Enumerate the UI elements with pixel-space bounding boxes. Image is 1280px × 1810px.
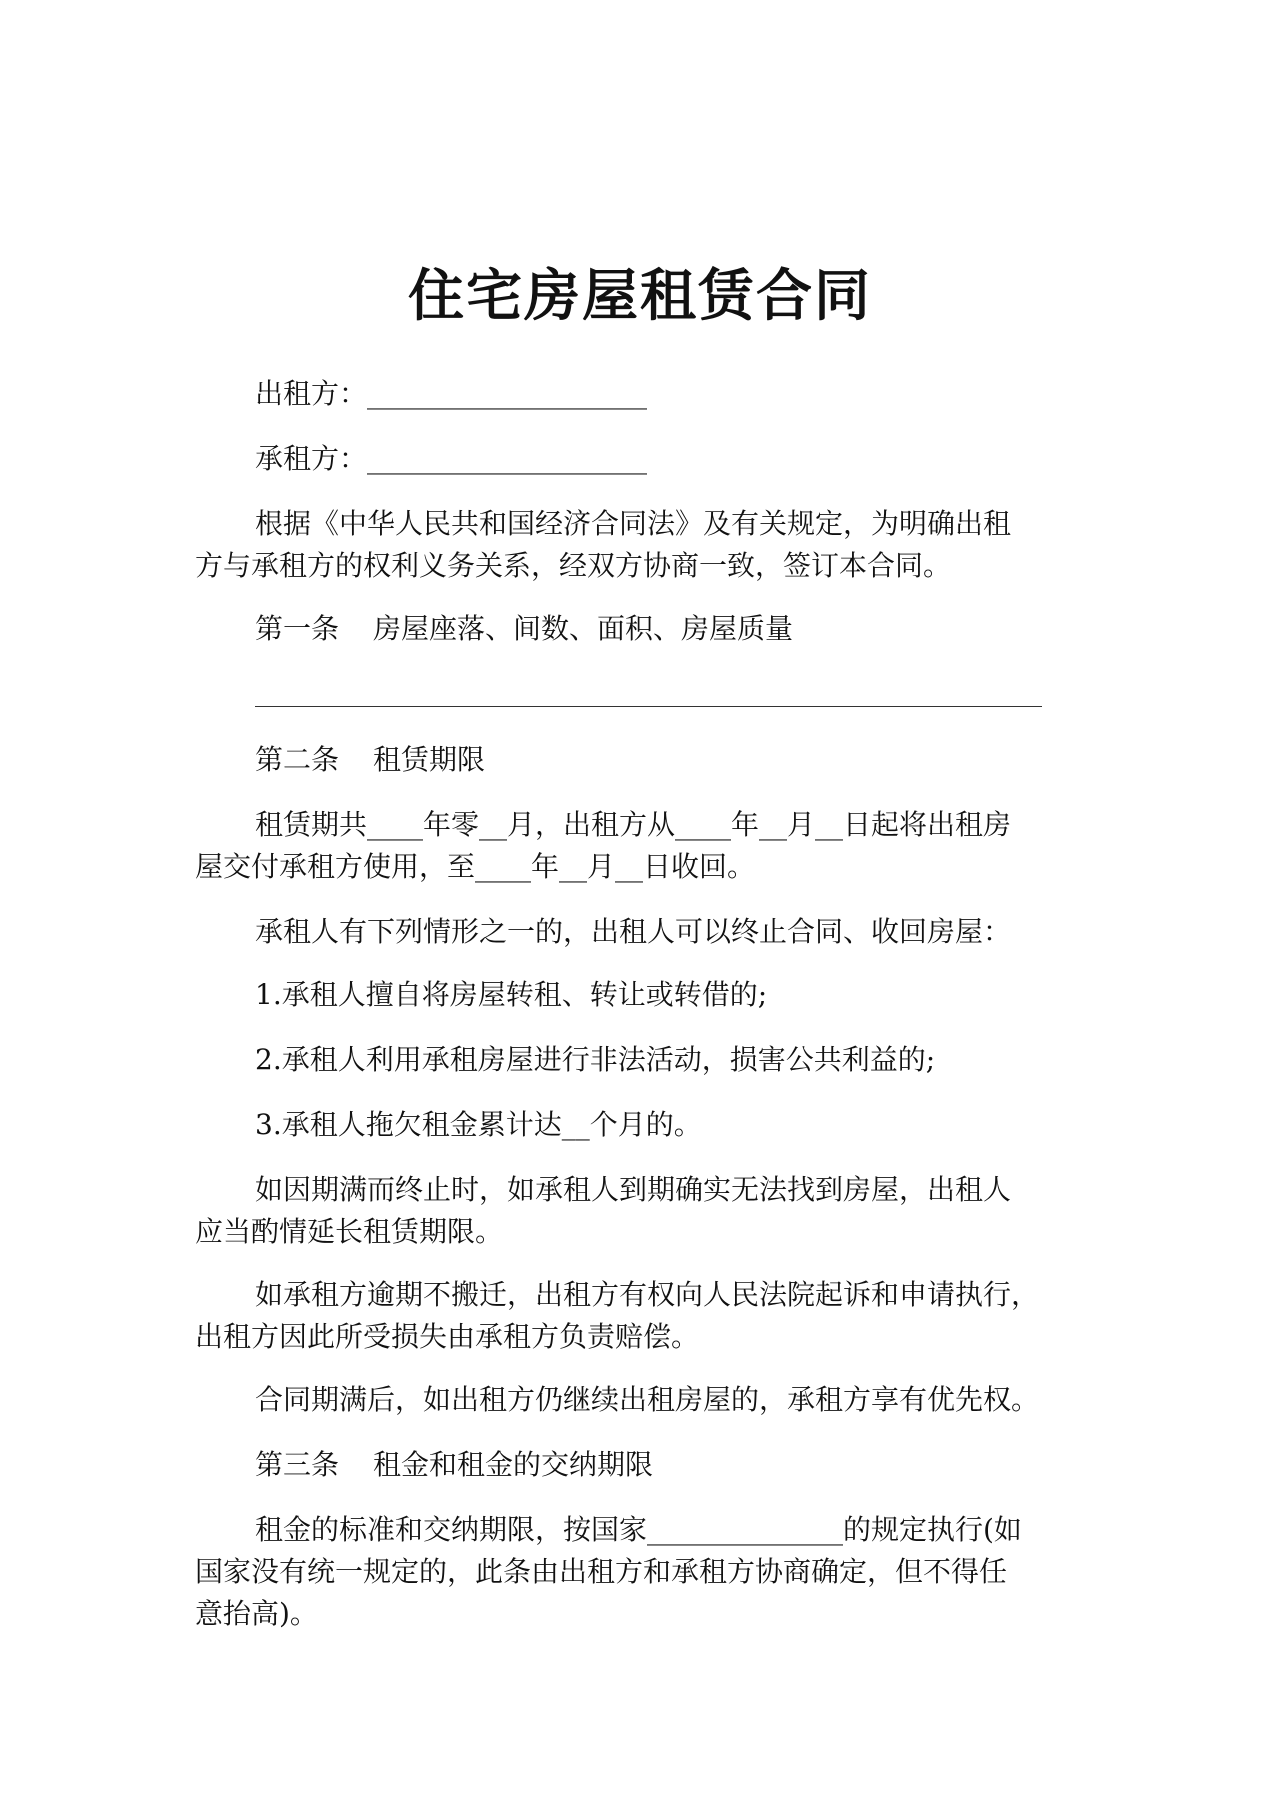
priority-right: 合同期满后，如出租方仍继续出租房屋的，承租方享有优先权。 [255, 1383, 1040, 1416]
article-3-heading [255, 1445, 653, 1485]
expiry-line-2: 应当酌情延长租赁期限。 [195, 1215, 504, 1248]
article-2-title: 租赁期限 [373, 743, 486, 776]
rent-line-2: 国家没有统一规定的，此条由出租方和承租方协商确定，但不得任 [195, 1555, 1008, 1588]
termination-intro: 承租人有下列情形之一的，出租人可以终止合同、收回房屋： [255, 915, 1012, 948]
overdue-line-2: 出租方因此所受损失由承租方负责赔偿。 [195, 1320, 700, 1353]
article-1-number: 第一条 [255, 612, 340, 645]
article-3-title: 租金和租金的交纳期限 [373, 1448, 654, 1481]
term-line-1: 租赁期共____年零__月，出租方从____年__月__日起将出租房 [255, 808, 1012, 841]
rent-line-1: 租金的标准和交纳期限，按国家______________的规定执行(如 [255, 1513, 1022, 1546]
lessor-field: 出租方：____________________ [255, 377, 648, 410]
termination-item-2: 2.承租人利用承租房屋进行非法活动，损害公共利益的; [255, 1043, 936, 1076]
lessee-field: 承租方：____________________ [255, 442, 648, 475]
article-2-number: 第二条 [255, 743, 340, 776]
overdue-line-1: 如承租方逾期不搬迁，出租方有权向人民法院起诉和申请执行， [255, 1278, 1040, 1311]
article-1-heading [255, 609, 793, 649]
preamble-line-1: 根据《中华人民共和国经济合同法》及有关规定，为明确出租 [255, 507, 1012, 540]
term-line-2: 屋交付承租方使用，至____年__月__日收回。 [195, 850, 756, 883]
rent-line-3: 意抬高)。 [195, 1597, 318, 1630]
expiry-line-1: 如因期满而终止时，如承租人到期确实无法找到房屋，出租人 [255, 1173, 1012, 1206]
termination-item-3: 3.承租人拖欠租金累计达__个月的。 [255, 1108, 702, 1141]
article-1-title: 房屋座落、间数、面积、房屋质量 [373, 612, 794, 645]
preamble-line-2: 方与承租方的权利义务关系，经双方协商一致，签订本合同。 [195, 549, 952, 582]
article-3-number: 第三条 [255, 1448, 340, 1481]
document-title: 住宅房屋租赁合同 [408, 264, 872, 329]
termination-item-1: 1.承租人擅自将房屋转租、转让或转借的; [255, 978, 768, 1011]
article-1-blank-line [255, 706, 1042, 707]
article-2-heading [255, 740, 485, 780]
